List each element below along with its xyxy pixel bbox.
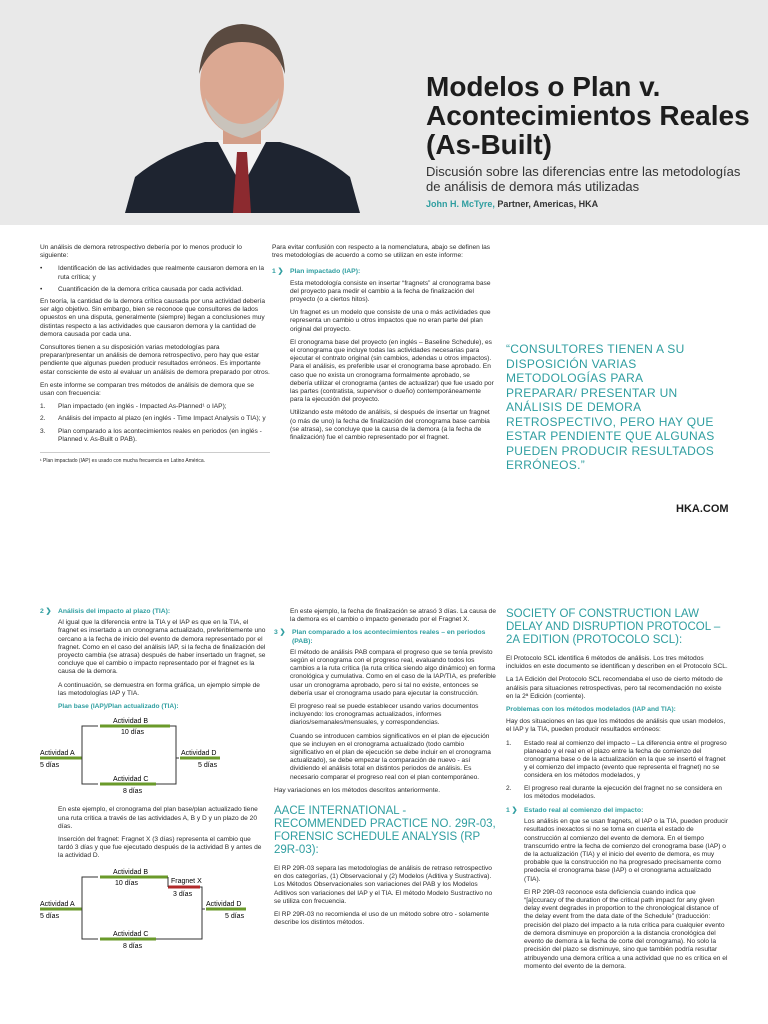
activity-d-days: 5 días <box>198 762 218 770</box>
activity-a-label: Actividad A <box>40 750 75 758</box>
activity-b-label: Actividad B <box>113 868 149 876</box>
paragraph: Consultores tienen a su disposición varias metodologías para preparar/presentar un análisis de demora retrospectivo, pero hay que estar pendiente que algunas pueden producir resultados erróneos. Es importante estar consciente de esto al evaluar un análisis de demora preparado por otros. <box>40 344 270 376</box>
activity-a-days: 5 días <box>40 912 60 920</box>
page-subtitle: Discusión sobre las diferencias entre las metodologías de análisis de demora más utilizadas <box>426 164 741 194</box>
bottom-middle-column <box>274 608 496 932</box>
paragraph: Al igual que la diferencia entre la TIA y el IAP es que en la TIA, el fragnet es insertado a un cronograma actualizado, preferiblemente uno cercano a la fecha de inicio del evento de demora representado por el fragnet. Como en el caso del análisis IAP, si la fecha de finalización del proyecto cambia (se atrasa) después de haber insertado un fragnet, se concluye que el cambio o impacto representado por el fragnet es la causa de la demora. <box>58 619 266 676</box>
paragraph: Esta metodología consiste en insertar “fragnets” al cronograma base del proyecto para medir el cambio a la fecha de finalización del proyecto (o a ciertos hitos). <box>290 279 491 304</box>
paragraph: La 1A Edición del Protocolo SCL recomendaba el uso de cierto método de análisis para situaciones retrospectivas, pero tal recomendación no existe en la 2ª Edición (corriente). <box>506 676 723 700</box>
section-heading: 3 ❯ Plan comparado a los acontecimientos reales – en periodos (PAB): <box>274 629 486 645</box>
paragraph: El RP 29R-03 separa las metodologías de análisis de retraso retrospectivo en dos categorías, (1) Observacional y (2) Modelos (Aditiva y Sustractiva). Los Métodos Observacionales son variaciones del PAB y los Modelos Aditivos son variaciones del IAP y el TIA. El método Modelo Sustractivo no se utiliza con frecuencia. <box>274 865 493 905</box>
paragraph: Los análisis en que se usan fragnets, el IAP o la TIA, pueden producir resultados inexactos si no se toma en cuenta el estado de construcción al comienzo del evento de demora. En el tiempo transcurrido entre la fecha de comienzo del cronograma base (IAP) o de la actualización (TIA) y el inicio del evento de demora, es muy probable que la construcción no ha progresado precisamente como predecía el cronograma base (IAP) o el cronograma actualizado (TIA). <box>524 818 728 883</box>
top-left-column <box>40 244 270 465</box>
section-heading: 1 ❯ Plan impactado (IAP): <box>272 268 361 276</box>
method-item: 3. Plan comparado a los acontecimientos reales en periodos (en inglés - Planned v. As-Built o PAB). <box>40 427 262 443</box>
activity-c-label: Actividad C <box>113 930 149 938</box>
intro-text: Un análisis de demora retrospectivo debería por lo menos producir lo siguiente: <box>40 244 242 260</box>
scl-heading: SOCIETY OF CONSTRUCTION LAW DELAY AND DISRUPTION PROTOCOL – 2A EDITION (PROTOCOLO SCL): <box>506 608 721 646</box>
activity-a-days: 5 días <box>40 762 60 770</box>
bottom-left-column <box>40 608 266 955</box>
activity-d-label: Actividad D <box>206 900 242 908</box>
paragraph: El RP 29R-03 no recomienda el uso de un método sobre otro - solamente describe los distintos métodos. <box>274 911 490 927</box>
subheading: Problemas con los métodos modelados (IAP and TIA): <box>506 706 676 714</box>
activity-c-days: 8 días <box>123 788 143 796</box>
paragraph: El Protocolo SCL identifica 6 métodos de análisis. Los tres métodos incluidos en este documento se identifican y describen en el Protocolo SCL. <box>506 655 728 671</box>
network-diagram-fragnet <box>40 866 266 952</box>
paragraph: En este ejemplo, la fecha de finalización se atrasó 3 días. La causa de la demora es el cambio o impacto generado por el Fragnet X. <box>290 608 496 624</box>
activity-d-days: 5 días <box>225 912 245 920</box>
page-title: Modelos o Plan v. Acontecimientos Reales (As-Built) <box>426 71 750 160</box>
fragnet-x-days: 3 días <box>173 890 193 898</box>
problem-item: 2. El progreso real durante la ejecución del fragnet no se considera en los métodos modelados. <box>506 784 722 800</box>
method-item: 2. Análisis del impacto al plazo (en inglés - Time Impact Analysis o TIA); y <box>40 415 266 423</box>
paragraph: En teoría, la cantidad de la demora crítica causada por una actividad debería ser algo objetivo. Sin embargo, bien se reconoce que consultores de lados opuestos en una disputa, generalmente (siempre) llegan a conclusiones muy distintas respecto a las actividades que causaron demora y la cantidad de demora causada por cada una. <box>40 298 266 338</box>
network-diagram-base <box>40 715 266 797</box>
intro-text: Para evitar confusión con respecto a la nomenclatura, abajo se definen las tres metodologías de acuerdo a como se utilizan en este informe: <box>272 244 491 260</box>
section-heading: 2 ❯ Análisis del impacto al plazo (TIA): <box>40 608 171 615</box>
paragraph: Hay dos situaciones en las que los métodos de análisis que usan modelos, el IAP y la TIA, pueden producir resultados erróneos: <box>506 718 726 734</box>
bottom-right-column <box>506 608 728 976</box>
activity-c-label: Actividad C <box>113 776 149 784</box>
paragraph: Un fragnet es un modelo que consiste de una o más actividades que representa un cambio u otros impactos que no eran parte del plan original del proyecto. <box>290 309 491 333</box>
paragraph: El progreso real se puede establecer usando varios documentos incluyendo: los cronogramas actualizados, informes diarios/semanales/mensuales, y correspondencias. <box>290 703 479 727</box>
paragraph: En este informe se comparan tres métodos de análisis de demora que se usan con frecuencia: <box>40 381 255 398</box>
author-name: John H. McTyre, <box>426 199 495 209</box>
diagram-title: Plan base (IAP)/Plan actualizado (TIA): <box>58 703 179 711</box>
section-heading: 1 ❯ Estado real al comienzo del impacto: <box>506 807 644 815</box>
paragraph: Hay variaciones en los métodos descritos anteriormente. <box>274 786 441 794</box>
method-item: 1. Plan impactado (en inglés - Impacted As-Planned¹ o IAP); <box>40 403 227 411</box>
author-photo <box>125 12 360 213</box>
bullet-item: • Cuantificación de la demora crítica causada por cada actividad. <box>40 285 244 293</box>
hka-link[interactable]: HKA.COM <box>676 503 729 515</box>
paragraph: El método de análisis PAB compara el progreso que se tenía previsto según el cronograma con el progreso real, evaluando todos los cambios a la ruta crítica (la ruta crítica siendo algo dinámico) en forma cronológica y cumulativa. Como en el caso de la IAP/TIA, es preferible usar un cronograma aprobado, pero si tal no existe, entonces se debería usar el cronograma usado para ejecutar la construcción. <box>290 648 496 697</box>
footnote: ¹ Plan impactado (IAP) es usado con mucha frecuencia en Latino América. <box>40 452 270 465</box>
author-line <box>426 199 598 209</box>
activity-d-label: Actividad D <box>181 750 217 758</box>
pull-quote: “CONSULTORES TIENEN A SU DISPOSICIÓN VARIAS METODOLOGÍAS PARA PREPARAR/ PRESENTAR UN ANÁLISIS DE DEMORA RETROSPECTIVO, PERO HAY QUE ESTAR PENDIENTE QUE ALGUNAS PUEDEN PRODUCIR RESULTADOS ERRÓNEOS.” <box>506 342 715 472</box>
paragraph: Cuando se introducen cambios significativos en el plan de ejecución que se incluyen en el cronograma actualizado (todo cambio significativo en el plan de ejecución se debe incluir en el cronograma actualizado), se debe empezar la comparación de nuevo - así dividiendo el análisis total en distintos periodos de análisis. Es necesario comparar el progreso real con el plan contemporáneo. <box>290 732 491 781</box>
fragnet-x-label: Fragnet X <box>171 877 202 885</box>
problem-item: 1. Estado real al comienzo del impacto – La diferencia entre el progreso planeado y el real en el plazo entre la fecha de comienzo del cronograma base o de la actualización en la que se insertó el fragnet y el comienzo del impacto (evento que representa el fragnet) no se considera en los métodos modelados, y <box>506 739 727 780</box>
paragraph: Utilizando este método de análisis, si después de insertar un fragnet (o más de uno) la fecha de finalización del cronograma base cambia (se atrasa), se concluye que la causa de la demora (a la fecha de finalización) fue el cambio representado por el fragnet. <box>290 409 490 442</box>
paragraph: El RP 29R-03 reconoce esta deficiencia cuando indica que “[a]ccuracy of the duration of the critical path impact for any given delay event degrades in proportion to the chronological distance of the delay event from the data date of the Schedule” (traducción: precisión del plazo del impacto a la ruta crítica para cualquier evento de demora disminuye en proporción a la distancia cronológica del evento de demora a la fecha de corte del cronograma). No solo la precisión del plazo se disminuye, sino que también podría resultar atribuyendo una demora crítica a una actividad que no es crítica en el momento del evento de la demora. <box>524 888 728 970</box>
activity-b-days: 10 días <box>115 879 138 887</box>
activity-a-label: Actividad A <box>40 900 75 908</box>
bottom-page <box>0 590 768 1024</box>
paragraph: En este ejemplo, el cronograma del plan base/plan actualizado tiene una ruta crítica a través de las actividades A, B y D y un plazo de 20 días. <box>58 806 258 830</box>
aace-heading: AACE INTERNATIONAL - RECOMMENDED PRACTICE NO. 29R-03, FORENSIC SCHEDULE ANALYSIS (RP 29R-03): <box>274 805 496 857</box>
top-middle-column <box>272 244 494 447</box>
paragraph: A continuación, se demuestra en forma gráfica, un ejemplo simple de las metodologías IAP y TIA. <box>58 681 260 697</box>
activity-b-days: 10 días <box>121 729 144 737</box>
author-role: Partner, Americas, HKA <box>494 199 599 209</box>
activity-c-days: 8 días <box>123 942 143 950</box>
activity-b-label: Actividad B <box>113 718 149 726</box>
bullet-item: • Identificación de las actividades que realmente causaron demora en la ruta crítica; y <box>40 265 264 281</box>
paragraph: Inserción del fragnet: Fragnet X (3 días) representa el cambio que tardó 3 días y que fue ejecutado después de la actividad B y antes de la actividad D. <box>58 836 262 860</box>
paragraph: El cronograma base del proyecto (en inglés – Baseline Schedule), es el cronograma que incluye todas las actividades necesarias para ejecutar el contrato original (sin cambios, adendas u otros impactos). Para el análisis, es preferible usar el cronograma base aprobado. En caso que no exista un cronograma formalmente aprobado, se debería utilizar el cronograma (antes de actualizar) que fue usado por las partes (contratista, supervisor o dueño) contemporáneamente para la ejecución del proyecto. <box>290 338 494 404</box>
